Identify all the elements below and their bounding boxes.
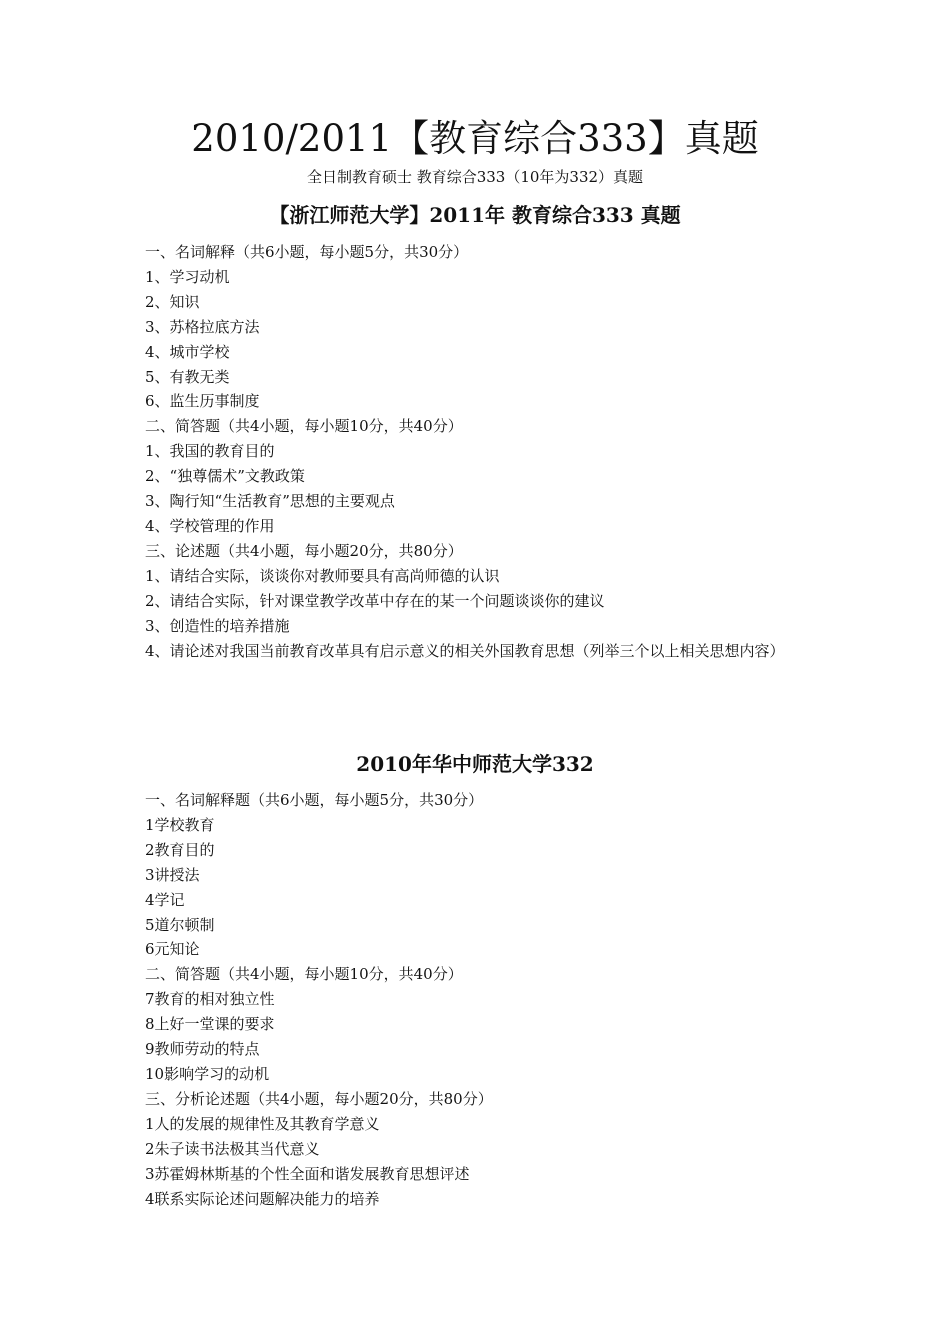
question-line: 3、创造性的培养措施: [145, 616, 290, 635]
question-line: 8上好一堂课的要求: [145, 1015, 275, 1034]
section-heading-ccnu-2010: 2010年华中师范大学332: [356, 752, 594, 776]
question-line: 9教师劳动的特点: [145, 1040, 260, 1059]
question-line: 10影响学习的动机: [145, 1064, 270, 1083]
question-line: 4学记: [145, 890, 185, 909]
question-line: 3、苏格拉底方法: [145, 317, 260, 336]
section-content-zjnu-2011: [145, 240, 815, 663]
section-heading-zjnu-2011: 【浙江师范大学】2011年 教育综合333 真题: [269, 203, 681, 227]
question-line: 1、请结合实际，谈谈你对教师要具有高尚师德的认识: [145, 566, 500, 585]
heading-part-3-essay: 三、分析论述题（共4小题，每小题20分，共80分）: [145, 1089, 493, 1108]
question-line: 1、我国的教育目的: [145, 442, 275, 461]
question-line: 4、学校管理的作用: [145, 516, 275, 535]
document-title: 2010/2011【教育综合333】真题: [191, 117, 759, 160]
question-line: 5、有教无类: [145, 367, 230, 386]
question-line: 2、请结合实际，针对课堂教学改革中存在的某一个问题谈谈你的建议: [145, 591, 605, 610]
question-line: 6元知论: [145, 940, 200, 959]
section-content-ccnu-2010: [145, 788, 815, 1211]
question-line: 1、学习动机: [145, 267, 230, 286]
heading-part-3-essay: 三、论述题（共4小题，每小题20分，共80分）: [145, 541, 463, 560]
question-line: 2、知识: [145, 292, 200, 311]
question-line: 3讲授法: [145, 865, 200, 884]
question-line: 7教育的相对独立性: [145, 990, 275, 1009]
heading-part-2-short-answer: 二、简答题（共4小题，每小题10分，共40分）: [145, 417, 463, 436]
question-line: 6、监生历事制度: [145, 392, 260, 411]
heading-part-1-terms: 一、名词解释（共6小题，每小题5分，共30分）: [145, 243, 469, 261]
heading-part-2-short-answer: 二、简答题（共4小题，每小题10分，共40分）: [145, 965, 463, 984]
question-line: 2教育目的: [145, 840, 215, 859]
question-line: 4联系实际论述问题解决能力的培养: [145, 1189, 380, 1208]
question-line: 4、城市学校: [145, 342, 230, 361]
question-line: 1人的发展的规律性及其教育学意义: [145, 1114, 380, 1133]
question-line: 3苏霍姆林斯基的个性全面和谐发展教育思想评述: [145, 1164, 470, 1183]
question-line: 2朱子读书法极其当代意义: [145, 1139, 320, 1158]
question-line: 5道尔顿制: [145, 915, 215, 934]
question-line: 1学校教育: [145, 815, 215, 834]
question-line: 2、“独尊儒术”文教政策: [145, 467, 305, 486]
heading-part-1-terms: 一、名词解释题（共6小题，每小题5分，共30分）: [145, 791, 484, 809]
document-subtitle: 全日制教育硕士 教育综合333（10年为332）真题: [306, 168, 644, 186]
question-line: 4、请论述对我国当前教育改革具有启示意义的相关外国教育思想（列举三个以上相关思想内容）: [145, 641, 785, 660]
question-line: 3、陶行知“生活教育”思想的主要观点: [145, 492, 395, 511]
